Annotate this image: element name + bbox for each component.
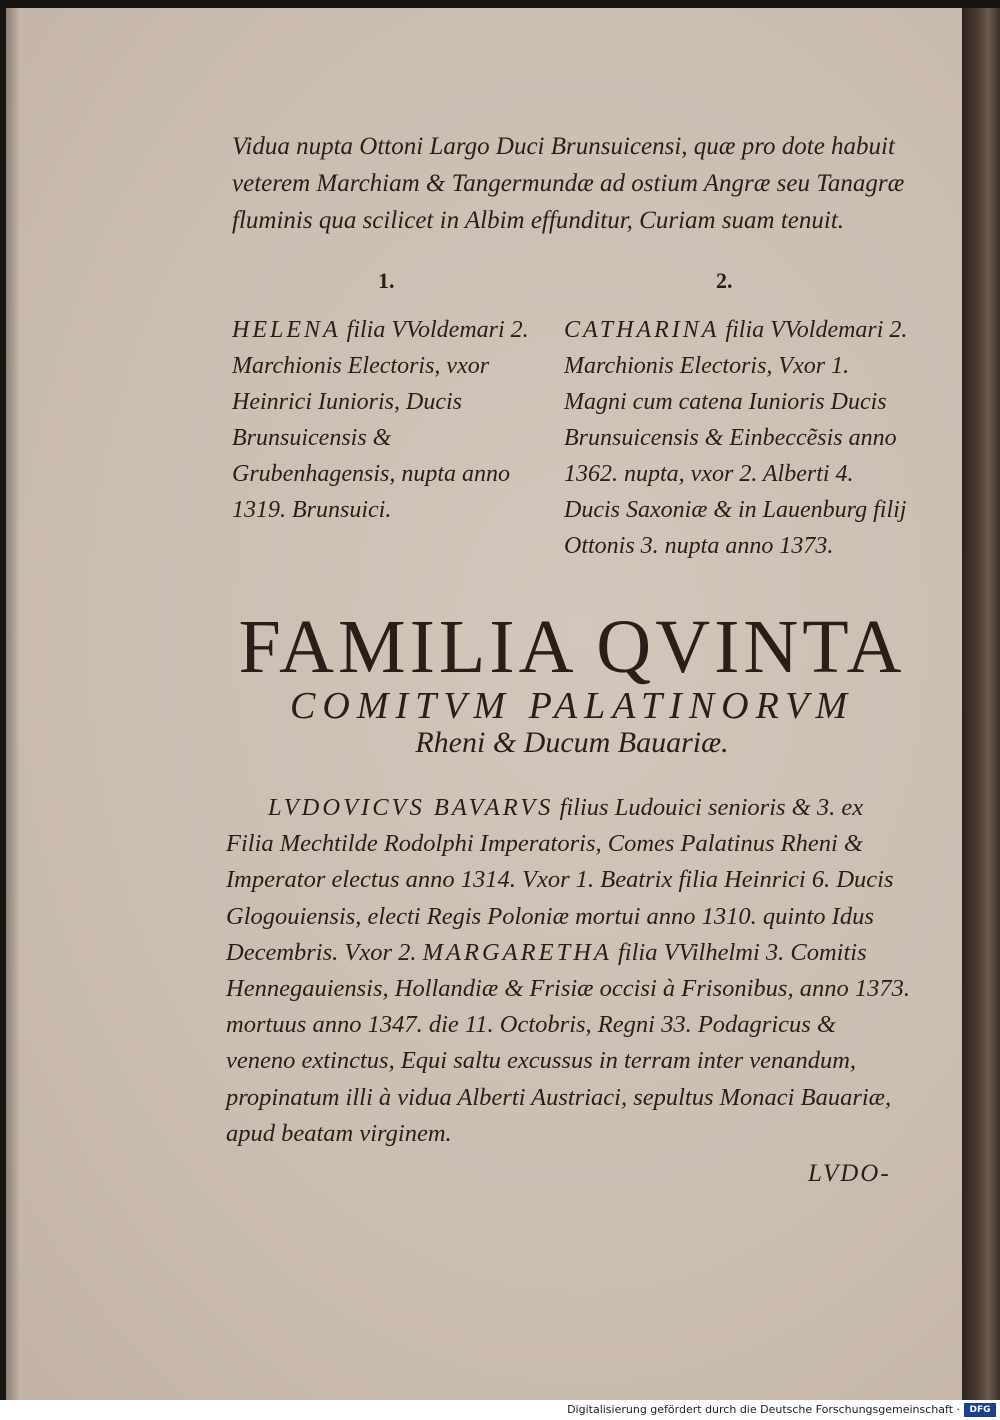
page-gutter-shadow (6, 8, 20, 1400)
entry-text-catharina: filia VVoldemari 2. Marchionis Electoris, Vxor 1. Magni cum catena Iunioris Ducis Brunsuicensis & Einbeccẽsis anno 1362. nupta, vxor 2. Alberti 4. Ducis Saxoniæ & in Lauenburg filij Ottonis 3. nupta anno 1373. (564, 317, 908, 559)
entry-text-helena: filia VVoldemari 2. Marchionis Electoris, vxor Heinrici Iunioris, Ducis Brunsuicensis & Grubenhagensis, nupta anno 1319. Brunsuici. (232, 317, 529, 523)
entry-name-helena: HELENA (232, 317, 341, 343)
footer-bar (0, 1400, 1000, 1420)
book-edge (962, 8, 1000, 1400)
main-text-2: filia VVilhelmi 3. Comitis Hennegauiensis, Hollandiæ & Frisiæ occisi à Frisonibus, anno 1373. mortuus anno 1347. die 11. Octobris, Regni 33. Podagricus & veneno extinctus, Equi saltu excussus in terram inter venandum, propinatum illi à vidua Alberti Austriaci, sepultus Monaci Bauariæ, apud beatam virginem. (226, 938, 910, 1147)
dfg-logo: DFG (964, 1403, 996, 1417)
column-number-right: 2. (716, 268, 733, 293)
main-paragraph (226, 790, 910, 1152)
column-number-left: 1. (378, 268, 395, 293)
catchword: LVDO- (808, 1160, 891, 1187)
section-subtitle-1: COMITVM PALATINORVM (289, 685, 855, 727)
column-right-entry (564, 312, 910, 564)
lead-name-ludovicus: LVDOVICVS BAVARVS (268, 794, 554, 821)
name-margaretha: MARGARETHA (422, 938, 612, 966)
main-text-1: filius Ludouici senioris & 3. ex Filia Mechtilde Rodolphi Imperatoris, Comes Palatinus Rheni & Imperator electus anno 1314. Vxor 1. Beatrix filia Heinrici 6. Ducis Glogouiensis, electi Regis Poloniæ mortui anno 1310. quinto Idus Decembris. Vxor 2. (226, 794, 894, 966)
top-paragraph: Vidua nupta Ottoni Largo Duci Brunsuicensi, quæ pro dote habuit veterem Marchiam & Tangermundæ ad ostium Angræ seu Tanagræ fluminis qua scilicet in Albim effunditur, Curiam suam tenuit. (232, 133, 905, 234)
section-subtitle-2: Rheni & Ducum Bauariæ. (415, 726, 729, 759)
entry-name-catharina: CATHARINA (564, 317, 720, 343)
section-title: FAMILIA QVINTA (238, 605, 906, 689)
footer-credit-text: Digitalisierung gefördert durch die Deutsche Forschungsgemeinschaft · (567, 1403, 960, 1416)
column-left-entry (232, 312, 554, 528)
